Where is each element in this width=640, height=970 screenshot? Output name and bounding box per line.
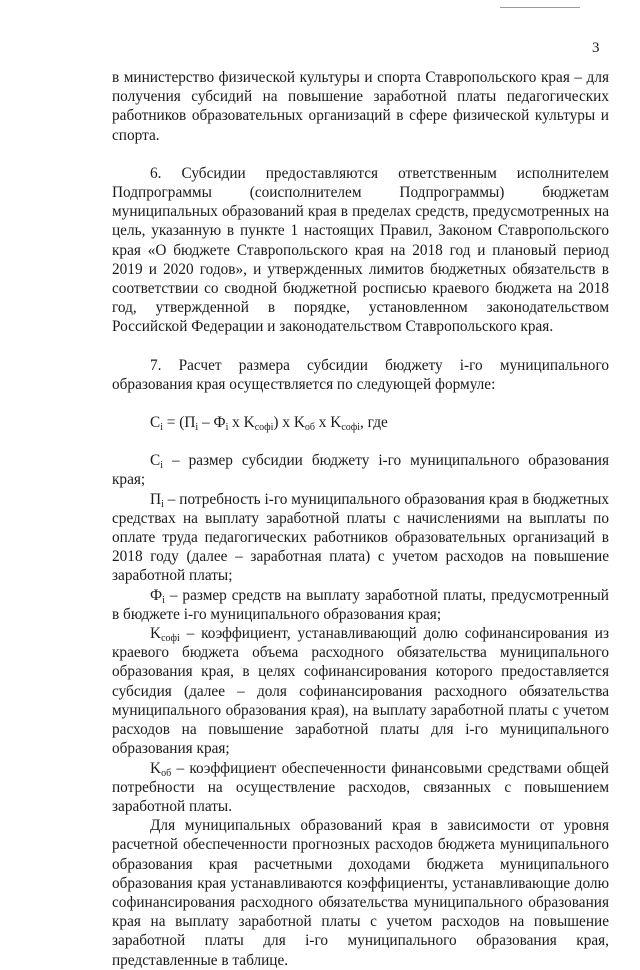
document-body xyxy=(112,68,609,970)
page-number: 3 xyxy=(592,40,600,56)
definition-ksof: $K_{софі}$ – коэффициент, устанавливающий долю софинансирования из краевого бюджета объема расходного обязательства муниципального образования края, в целях софинансирования которого предоставляется субсидия (далее – доля софинансирования расходного обязательства муниципального образования края), на выплату заработной платы с учетом расходов на повышение заработной платы для i-го муниципального образования края; xyxy=(112,625,609,758)
intro-paragraph: в министерство физической культуры и спорта Ставропольского края – для получения субсидий на повышение заработной платы педагогических работников образовательных организаций в сфере физической культуры и спорта. xyxy=(112,69,609,144)
paragraph-6: 6. Субсидии предоставляются ответственным исполнителем Подпрограммы (соисполнителем Подпрограммы) бюджетам муниципальных образований края в пределах средств, предусмотренных на цель, указанную в пункте 1 настоящих Правил, Законом Ставропольского края «О бюджете Ставропольского края на 2018 год и плановый период 2019 и 2020 годов», и утвержденных лимитов бюджетных обязательств в соответствии со сводной бюджетной росписью краевого бюджета на 2018 год, утвержденной в порядке, установленном законодательством Российской Федерации и законодательством Ставропольского края. xyxy=(112,164,609,336)
final-paragraph: Для муниципальных образований края в зависимости от уровня расчетной обеспеченности прогнозных расходов бюджета муниципального образования края расчетными доходами бюджета муниципального образования края устанавливаются коэффициенты, устанавливающие долю софинансирования расходного обязательства муниципального образования края на выплату заработной платы с учетом расходов на повышение заработной платы для i-го муниципального образования края, представленные в таблице. xyxy=(112,817,609,969)
subsidy-formula: $C_i = (П_i - Ф_i$ x $K_{софі}$) x $K_{об}$ x $K_{софі}$, где xyxy=(150,414,388,434)
definition-kob: $K_{об}$ – коэффициент обеспеченности финансовыми средствами общей потребности на осуществление расходов, связанных с повышением заработной платы. xyxy=(112,759,609,815)
definition-f: $Ф_i$ – размер средств на выплату заработной платы, предусмотренный в бюджете i-го муниципального образования края; xyxy=(112,586,609,623)
definition-p: $П_i$ – потребность i-го муниципального образования края в бюджетных средствах на выплату заработной платы с начислениями на выплаты по оплате труда педагогических работников образовательных организаций в 2018 году (далее – заработная плата) с учетом расходов на повышение заработной платы; xyxy=(112,490,609,585)
top-rule xyxy=(500,7,580,8)
definition-c: $C_i$ – размер субсидии бюджету i-го муниципального образования края; xyxy=(112,452,609,489)
paragraph-7: 7. Расчет размера субсидии бюджету i-го муниципального образования края осуществляется по следующей формуле: xyxy=(112,356,609,393)
